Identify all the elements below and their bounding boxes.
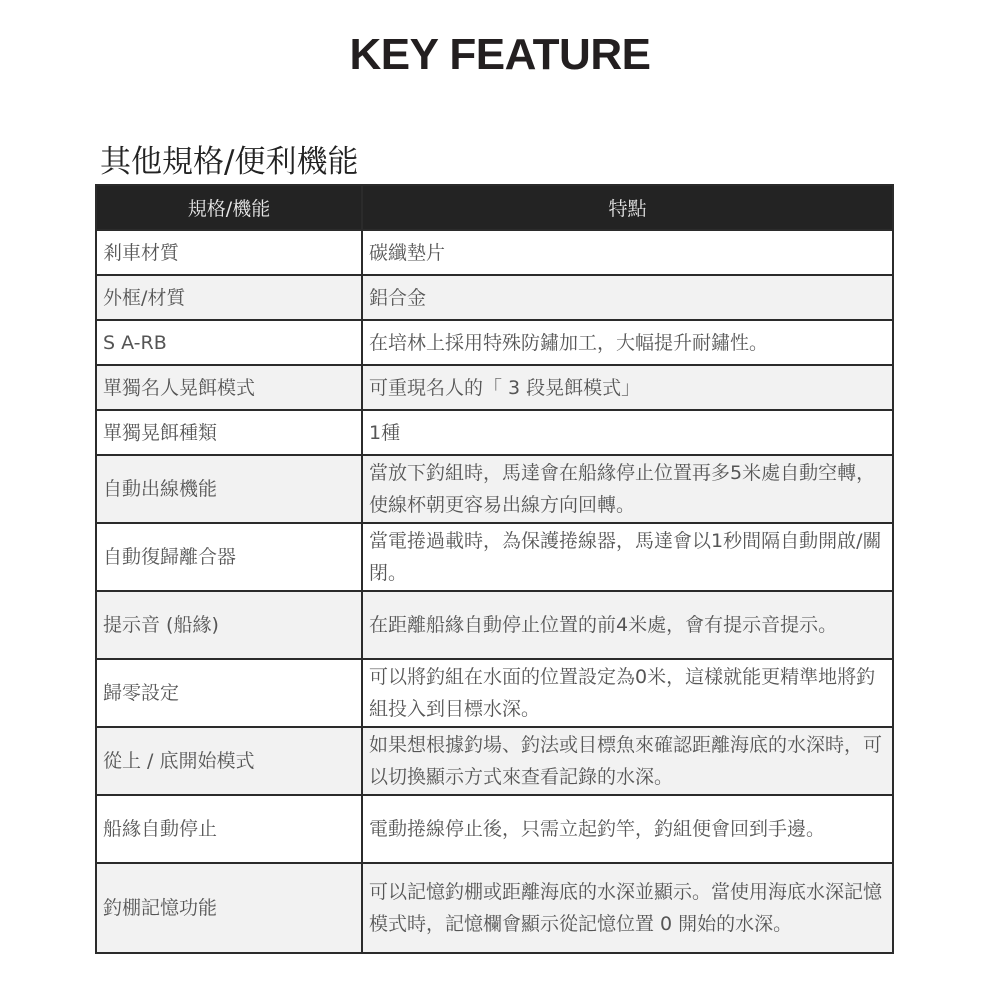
feature-cell: 可以記憶釣棚或距離海底的水深並顯示。當使用海底水深記憶模式時，記憶欄會顯示從記憶位置 0 開始的水深。	[362, 863, 893, 953]
spec-cell: 單獨晃餌種類	[96, 410, 362, 455]
feature-cell: 當電捲過載時，為保護捲線器，馬達會以1秒間隔自動開啟/關閉。	[362, 523, 893, 591]
table-row	[96, 320, 893, 365]
table-row	[96, 455, 893, 523]
feature-cell: 在距離船緣自動停止位置的前4米處，會有提示音提示。	[362, 591, 893, 659]
feature-cell: 如果想根據釣場、釣法或目標魚來確認距離海底的水深時，可以切換顯示方式來查看記錄的水深。	[362, 727, 893, 795]
spec-cell: 釣棚記憶功能	[96, 863, 362, 953]
feature-cell: 可以將釣組在水面的位置設定為0米，這樣就能更精準地將釣組投入到目標水深。	[362, 659, 893, 727]
table-row	[96, 365, 893, 410]
table-row	[96, 659, 893, 727]
spec-cell: 歸零設定	[96, 659, 362, 727]
feature-cell: 鋁合金	[362, 275, 893, 320]
table-row	[96, 591, 893, 659]
header-spec: 規格/機能	[96, 185, 362, 230]
spec-cell: 外框/材質	[96, 275, 362, 320]
spec-cell: 單獨名人晃餌模式	[96, 365, 362, 410]
feature-cell: 在培林上採用特殊防鏽加工，大幅提升耐鏽性。	[362, 320, 893, 365]
spec-table	[95, 184, 894, 954]
feature-cell: 當放下釣組時，馬達會在船緣停止位置再多5米處自動空轉，使線杯朝更容易出線方向回轉。	[362, 455, 893, 523]
table-row	[96, 727, 893, 795]
feature-cell: 電動捲線停止後，只需立起釣竿，釣組便會回到手邊。	[362, 795, 893, 863]
spec-cell: 提示音 (船緣)	[96, 591, 362, 659]
spec-cell: S A-RB	[96, 320, 362, 365]
table-row	[96, 275, 893, 320]
table-row	[96, 410, 893, 455]
header-feature: 特點	[362, 185, 893, 230]
feature-cell: 1種	[362, 410, 893, 455]
section-title: 其他規格/便利機能	[100, 144, 359, 180]
spec-cell: 剎車材質	[96, 230, 362, 275]
feature-cell: 碳纖墊片	[362, 230, 893, 275]
table-row	[96, 230, 893, 275]
table-row	[96, 863, 893, 953]
table-header-row	[96, 185, 893, 230]
spec-cell: 自動出線機能	[96, 455, 362, 523]
spec-cell: 船緣自動停止	[96, 795, 362, 863]
page-title: KEY FEATURE	[349, 30, 651, 79]
feature-cell: 可重現名人的「 3 段晃餌模式」	[362, 365, 893, 410]
table-row	[96, 795, 893, 863]
table-row	[96, 523, 893, 591]
spec-cell: 從上 / 底開始模式	[96, 727, 362, 795]
spec-cell: 自動復歸離合器	[96, 523, 362, 591]
